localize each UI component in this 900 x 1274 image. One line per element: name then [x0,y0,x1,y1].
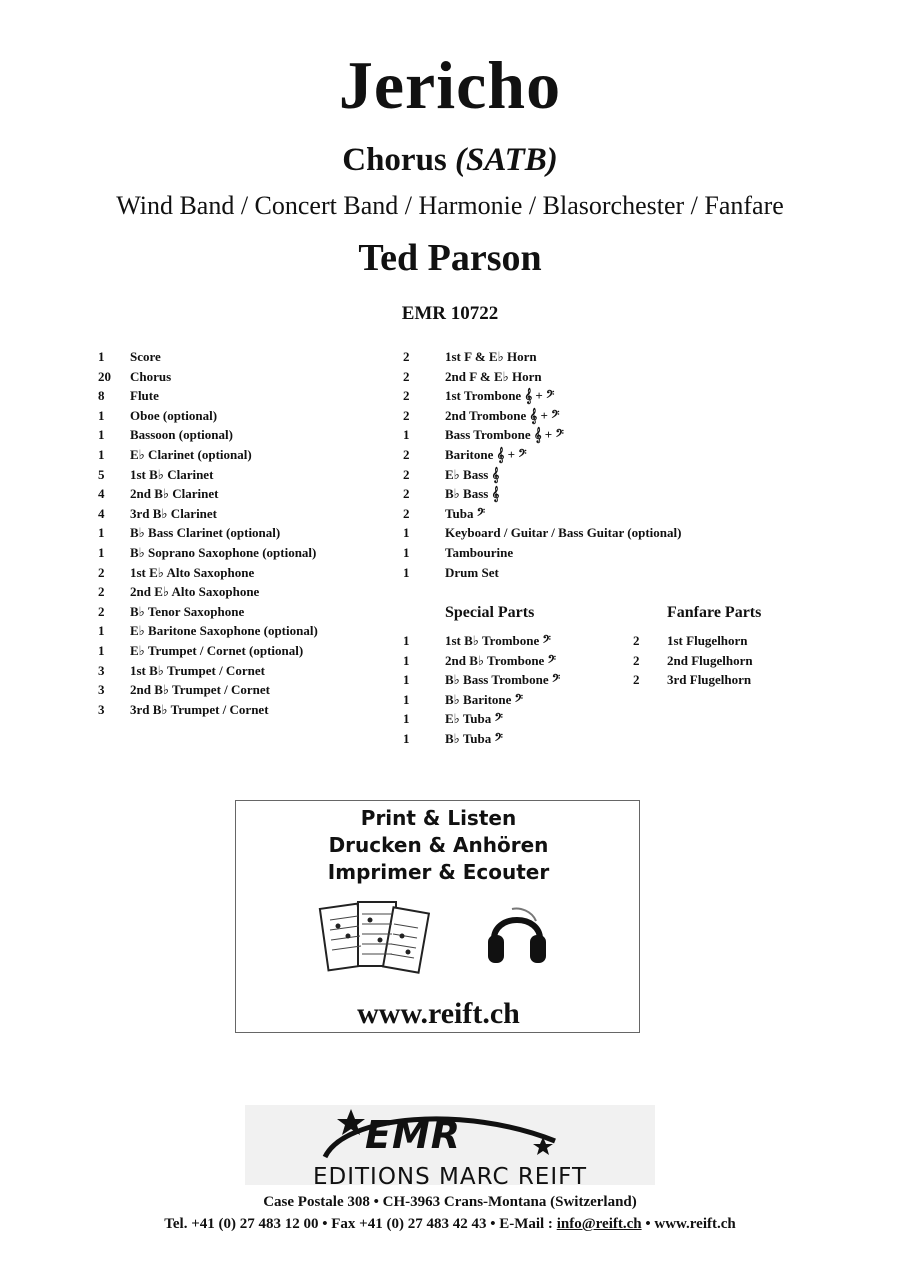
part-name: E♭ Bass 𝄞 [445,466,500,482]
part-name: 2nd B♭ Trombone 𝄢 [445,652,556,668]
part-name: Score [130,349,161,364]
part-name: 1st B♭ Trombone 𝄢 [445,633,551,648]
part-quantity: 1 [98,447,105,462]
part-name: B♭ Tenor Saxophone [130,603,245,619]
part-quantity: 1 [403,652,410,668]
part-quantity: 1 [98,623,105,639]
part-name: 1st B♭ Trumpet / Cornet [130,662,265,678]
part-quantity: 2 [403,486,410,502]
email-link[interactable]: info@reift.ch [556,1216,642,1232]
part-name: B♭ Baritone 𝄢 [445,691,524,707]
part-name: 2nd F & E♭ Horn [445,368,542,384]
part-quantity: 2 [403,388,410,404]
composer: Ted Parson [358,237,542,279]
part-name: 1st Trombone 𝄞 + 𝄢 [445,388,555,404]
promo-line-german: Drucken & Anhören [328,833,549,857]
part-quantity: 3 [98,662,105,678]
publisher-contact [0,1214,900,1234]
part-name: 1st Flugelhorn [667,633,748,648]
part-quantity: 8 [98,388,105,404]
part-quantity: 2 [403,349,410,364]
part-name: Tambourine [445,545,514,560]
part-quantity: 20 [98,368,111,384]
part-name: Bass Trombone 𝄞 + 𝄢 [445,427,564,443]
part-quantity: 2 [403,505,410,521]
part-name: Flute [130,388,159,404]
logo-mark: EMR [365,1113,462,1157]
part-quantity: 3 [98,701,105,717]
part-name: B♭ Bass 𝄞 [445,486,500,502]
part-quantity: 1 [403,672,410,688]
part-quantity: 1 [403,731,410,746]
part-name: Drum Set [445,564,499,580]
fanfare-parts-heading: Fanfare Parts [667,604,762,621]
publisher-address: Case Postale 308 • CH-3963 Crans-Montana (Switzerland) [263,1194,637,1210]
logo-text: EDITIONS MARC REIFT [312,1164,588,1190]
publisher-logo [245,1105,655,1190]
part-name: B♭ Tuba 𝄢 [445,731,503,746]
part-quantity: 2 [403,368,410,384]
part-name: 3rd B♭ Clarinet [130,505,218,521]
part-quantity: 2 [98,603,105,619]
part-name: Baritone 𝄞 + 𝄢 [445,447,527,462]
part-quantity: 2 [633,652,640,668]
part-name: E♭ Tuba 𝄢 [445,711,503,727]
part-quantity: 2 [98,564,105,580]
part-quantity: 3 [98,682,105,698]
part-quantity: 1 [403,691,410,707]
promo-line-french: Imprimer & Ecouter [327,860,550,884]
headphones-icon [486,899,548,967]
part-quantity: 1 [403,564,410,580]
print-listen-box [235,800,640,1033]
part-quantity: 4 [98,486,105,502]
part-quantity: 1 [98,643,105,658]
part-name: 3rd Flugelhorn [667,672,752,688]
part-quantity: 5 [98,466,105,482]
part-name: E♭ Clarinet (optional) [130,447,252,462]
part-name: B♭ Bass Trombone 𝄢 [445,672,561,688]
part-quantity: 2 [633,672,640,688]
contact-website: • www.reift.ch [641,1216,736,1232]
part-name: Chorus [130,368,172,384]
promo-line-english: Print & Listen [360,806,517,830]
special-parts-heading: Special Parts [445,604,535,621]
part-name: E♭ Baritone Saxophone (optional) [130,623,318,639]
part-quantity: 1 [403,427,410,443]
part-name: 2nd B♭ Clarinet [130,486,219,502]
part-quantity: 1 [98,427,105,443]
part-quantity: 1 [403,525,410,541]
part-name: B♭ Soprano Saxophone (optional) [130,545,317,560]
contact-phone-fax: Tel. +41 (0) 27 483 12 00 • Fax +41 (0) 27 483 42 43 • E-Mail : [164,1216,557,1232]
part-name: Keyboard / Guitar / Bass Guitar (optional) [445,525,682,541]
part-quantity: 4 [98,505,105,521]
part-quantity: 2 [403,466,410,482]
part-quantity: 1 [403,711,410,727]
part-name: 2nd E♭ Alto Saxophone [130,584,260,600]
part-quantity: 2 [403,407,410,423]
part-name: 1st F & E♭ Horn [445,349,537,364]
part-quantity: 1 [98,525,105,541]
part-name: Tuba 𝄢 [445,505,486,521]
part-quantity: 1 [98,349,105,364]
part-name: 2nd Trombone 𝄞 + 𝄢 [445,407,560,423]
part-name: Bassoon (optional) [130,427,233,443]
part-quantity: 2 [403,447,410,462]
part-quantity: 1 [403,545,410,560]
subtitle-voices: (SATB) [455,142,558,178]
part-name: 1st B♭ Clarinet [130,466,214,482]
part-name: 2nd B♭ Trumpet / Cornet [130,682,270,698]
part-name: 2nd Flugelhorn [667,652,753,668]
subtitle [0,140,900,180]
band-types: Wind Band / Concert Band / Harmonie / Blasorchester / Fanfare [116,191,784,220]
part-quantity: 2 [633,633,640,648]
catalog-number: EMR 10722 [401,303,499,324]
part-name: 1st E♭ Alto Saxophone [130,564,255,580]
part-quantity: 1 [403,633,410,648]
part-name: Oboe (optional) [130,407,218,423]
title: Jericho [338,47,562,123]
part-name: E♭ Trumpet / Cornet (optional) [130,643,304,658]
part-quantity: 2 [98,584,105,600]
subtitle-text: Chorus [342,142,447,178]
part-name: B♭ Bass Clarinet (optional) [130,525,281,541]
part-quantity: 1 [98,407,105,423]
part-name: 3rd B♭ Trumpet / Cornet [130,701,269,717]
part-quantity: 1 [98,545,105,560]
promo-url-link[interactable]: www.reift.ch [357,997,520,1030]
sheet-music-icon [318,896,430,986]
